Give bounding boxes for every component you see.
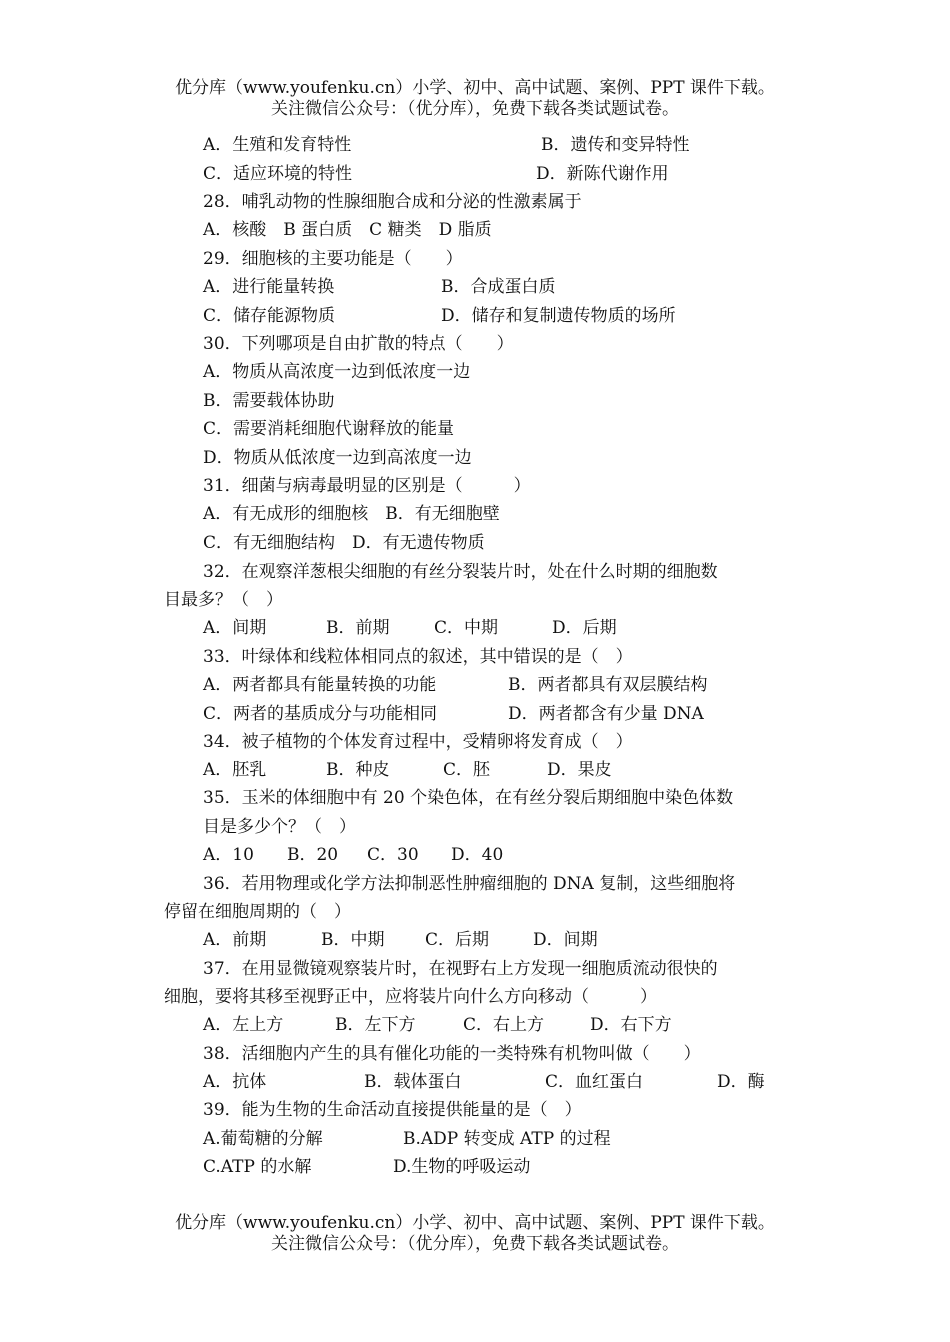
q32-stem-line-1: 32．在观察洋葱根尖细胞的有丝分裂装片时，处在什么时期的细胞数 [203, 562, 718, 582]
q34-option-b: B．种皮 [326, 760, 390, 780]
q30-stem: 30．下列哪项是自由扩散的特点（ ） [203, 334, 514, 354]
q34-option-d: D．果皮 [547, 760, 612, 780]
q27-option-c: C．适应环境的特性 [203, 164, 353, 184]
q34-option-c: C．胚 [443, 760, 491, 780]
q36-option-c: C．后期 [425, 930, 490, 950]
q37-option-a: A．左上方 [203, 1015, 284, 1035]
q36-stem-line-2: 停留在细胞周期的（ ） [164, 902, 351, 922]
q37-stem-line-2: 细胞，要将其移至视野正中，应将装片向什么方向移动（ ） [164, 987, 657, 1007]
q33-option-a: A．两者都具有能量转换的功能 [203, 675, 437, 695]
footer-line-1: 优分库（www.youfenku.cn）小学、初中、高中试题、案例、PPT 课件下载。 [175, 1213, 775, 1233]
q28-stem: 28．哺乳动物的性腺细胞合成和分泌的性激素属于 [203, 192, 582, 212]
q38-option-c: C．血红蛋白 [545, 1072, 644, 1092]
q27-option-b: B．遗传和变异特性 [541, 135, 690, 155]
q35-option-d: D．40 [451, 845, 504, 865]
q34-option-a: A．胚乳 [203, 760, 267, 780]
q29-stem: 29．细胞核的主要功能是（ ） [203, 249, 463, 269]
q38-option-d: D．酶 [717, 1072, 765, 1092]
q38-option-a: A．抗体 [203, 1072, 267, 1092]
q37-option-b: B．左下方 [335, 1015, 416, 1035]
q39-option-b: B.ADP 转变成 ATP 的过程 [403, 1129, 611, 1149]
q33-option-b: B．两者都具有双层膜结构 [508, 675, 708, 695]
header-line-2: 关注微信公众号：（优分库），免费下载各类试题试卷。 [271, 99, 679, 119]
q35-option-b: B．20 [287, 845, 339, 865]
q31-options-ab: A．有无成形的细胞核 B．有无细胞壁 [203, 504, 500, 524]
q31-stem: 31．细菌与病毒最明显的区别是（ ） [203, 476, 531, 496]
header-line-1: 优分库（www.youfenku.cn）小学、初中、高中试题、案例、PPT 课件下载。 [175, 78, 775, 98]
q32-option-a: A．间期 [203, 618, 267, 638]
q33-option-c: C．两者的基质成分与功能相同 [203, 704, 438, 724]
q36-option-d: D．间期 [533, 930, 598, 950]
q30-option-a: A．物质从高浓度一边到低浓度一边 [203, 362, 471, 382]
q36-option-b: B．中期 [321, 930, 385, 950]
footer-line-2: 关注微信公众号：（优分库），免费下载各类试题试卷。 [271, 1234, 679, 1254]
q36-stem-line-1: 36．若用物理或化学方法抑制恶性肿瘤细胞的 DNA 复制，这些细胞将 [203, 874, 736, 894]
q33-stem: 33．叶绿体和线粒体相同点的叙述，其中错误的是（ ） [203, 647, 633, 667]
q37-option-c: C．右上方 [463, 1015, 545, 1035]
q38-stem: 38．活细胞内产生的具有催化功能的一类特殊有机物叫做（ ） [203, 1044, 701, 1064]
q30-option-b: B．需要载体协助 [203, 391, 335, 411]
q35-option-a: A．10 [203, 845, 254, 865]
q30-option-d: D．物质从低浓度一边到高浓度一边 [203, 448, 472, 468]
q29-option-c: C．储存能源物质 [203, 306, 336, 326]
q39-option-a: A.葡萄糖的分解 [203, 1129, 323, 1149]
q37-stem-line-1: 37．在用显微镜观察装片时，在视野右上方发现一细胞质流动很快的 [203, 959, 718, 979]
q39-option-d: D.生物的呼吸运动 [393, 1157, 531, 1177]
q32-option-c: C．中期 [434, 618, 499, 638]
q29-option-d: D．储存和复制遗传物质的场所 [441, 306, 676, 326]
q32-stem-line-2: 目最多？（ ） [164, 590, 283, 610]
q39-stem: 39．能为生物的生命活动直接提供能量的是（ ） [203, 1100, 582, 1120]
q27-option-a: A．生殖和发育特性 [203, 135, 352, 155]
q29-option-b: B．合成蛋白质 [441, 277, 556, 297]
q39-option-c: C.ATP 的水解 [203, 1157, 312, 1177]
q29-option-a: A．进行能量转换 [203, 277, 335, 297]
q35-stem-line-1: 35．玉米的体细胞中有 20 个染色体，在有丝分裂后期细胞中染色体数 [203, 788, 734, 808]
q33-option-d: D．两者都含有少量 DNA [508, 704, 704, 724]
q35-stem-line-2: 目是多少个？（ ） [203, 817, 356, 837]
q27-option-d: D．新陈代谢作用 [536, 164, 669, 184]
q32-option-d: D．后期 [552, 618, 617, 638]
q37-option-d: D．右下方 [590, 1015, 672, 1035]
q34-stem: 34．被子植物的个体发育过程中，受精卵将发育成（ ） [203, 732, 633, 752]
q30-option-c: C．需要消耗细胞代谢释放的能量 [203, 419, 455, 439]
q35-option-c: C．30 [367, 845, 419, 865]
q36-option-a: A．前期 [203, 930, 267, 950]
q38-option-b: B．载体蛋白 [364, 1072, 462, 1092]
q32-option-b: B．前期 [326, 618, 390, 638]
q31-options-cd: C．有无细胞结构 D．有无遗传物质 [203, 533, 485, 553]
q28-options: A．核酸 B 蛋白质 C 糖类 D 脂质 [203, 220, 492, 240]
